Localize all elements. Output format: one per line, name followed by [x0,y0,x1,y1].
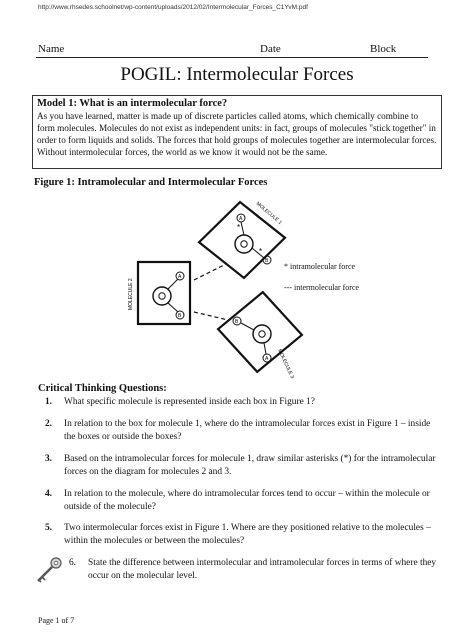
source-url: http://www.rhsedes.schoolnet/wp-content/uploads/2012/02/Intermolecular_Forces_C1YvM.pdf [38,4,308,11]
legend-intramolecular: * intramolecular force [284,262,356,271]
molecule-1-atom-a: A [239,216,243,222]
molecule-1-atom-b: B [265,258,269,264]
name-label: Name [38,43,65,55]
molecule-1-label: MOLECULE 1 [254,200,283,226]
model-1-heading: Model 1: What is an intermolecular force? [37,98,228,109]
page-title: POGIL: Intermolecular Forces [120,64,354,85]
figure-title: Figure 1: Intramolecular and Intermolecular Forces [34,177,268,188]
question-5-text: Two intermolecular forces exist in Figure 1. Where are they positioned relative to the molecules – within the molecules or between the molecules? [64,523,431,546]
question-6 [62,557,442,582]
question-6-text: State the difference between intermolecular and intramolecular forces in terms of where they occur on the molecular level. [88,558,437,581]
molecule-2-atom-a: A [178,274,182,280]
molecule-2-atom-b: B [178,313,182,319]
question-3-text: Based on the intramolecular forces for molecule 1, draw similar asterisks (*) for the intramolecular forces on the diagram for molecules 2 and 3. [64,454,436,477]
question-2-number: 2. [44,419,52,429]
intermolecular-force-line-2 [194,312,228,320]
page-number: Page 1 of 7 [38,616,75,625]
legend-intermolecular: --- intermolecular force [284,283,360,292]
date-label: Date [260,43,281,55]
header-rule [36,57,428,58]
question-1-text: What specific molecule is represented inside each box in Figure 1? [64,397,315,407]
key-icon [34,556,64,584]
question-4 [38,488,438,513]
molecule-2-label: MOLECULE 2 [128,278,134,310]
question-2 [38,418,438,443]
molecule-2 [128,262,190,324]
molecule-1 [197,200,287,280]
molecule-3-atom-a: A [265,356,269,362]
block-label: Block [370,43,397,55]
model-1-paragraph: As you have learned, matter is made up of discrete particles called atoms, which chemically combine to form molecules. Molecules do not exist as independent units: in fact, groups of molecules "stick together" in order to form liquids and solids. The forces that hold groups of molecules together are intermolecular forces. Without intermolecular forces, the world as we know it would not be the same. [37,111,437,157]
molecule-1-asterisk-2: * [259,247,263,256]
intermolecular-force-line-1 [194,264,226,280]
question-4-text: In relation to the molecule, where do intramolecular forces tend to occur – within the molecule or outside of the molecule? [64,489,430,512]
question-2-text: In relation to the box for molecule 1, where do the intramolecular forces exist in Figure 1 – inside the boxes or outside the boxes? [64,419,431,442]
question-3 [38,453,438,478]
question-6-number: 6. [68,558,76,568]
question-3-number: 3. [44,454,52,464]
critical-thinking-heading: Critical Thinking Questions: [38,383,167,394]
question-5 [38,522,438,547]
molecule-1-asterisk-1: * [237,223,241,232]
question-1-number: 1. [44,397,52,407]
molecule-3-label: MOLECULE 3 [276,348,296,380]
question-5-number: 5. [44,523,52,533]
molecule-3 [215,289,304,380]
model-1-box [32,95,442,169]
molecule-3-atom-b: B [235,319,239,325]
question-1 [38,396,438,409]
question-4-number: 4. [44,489,52,499]
